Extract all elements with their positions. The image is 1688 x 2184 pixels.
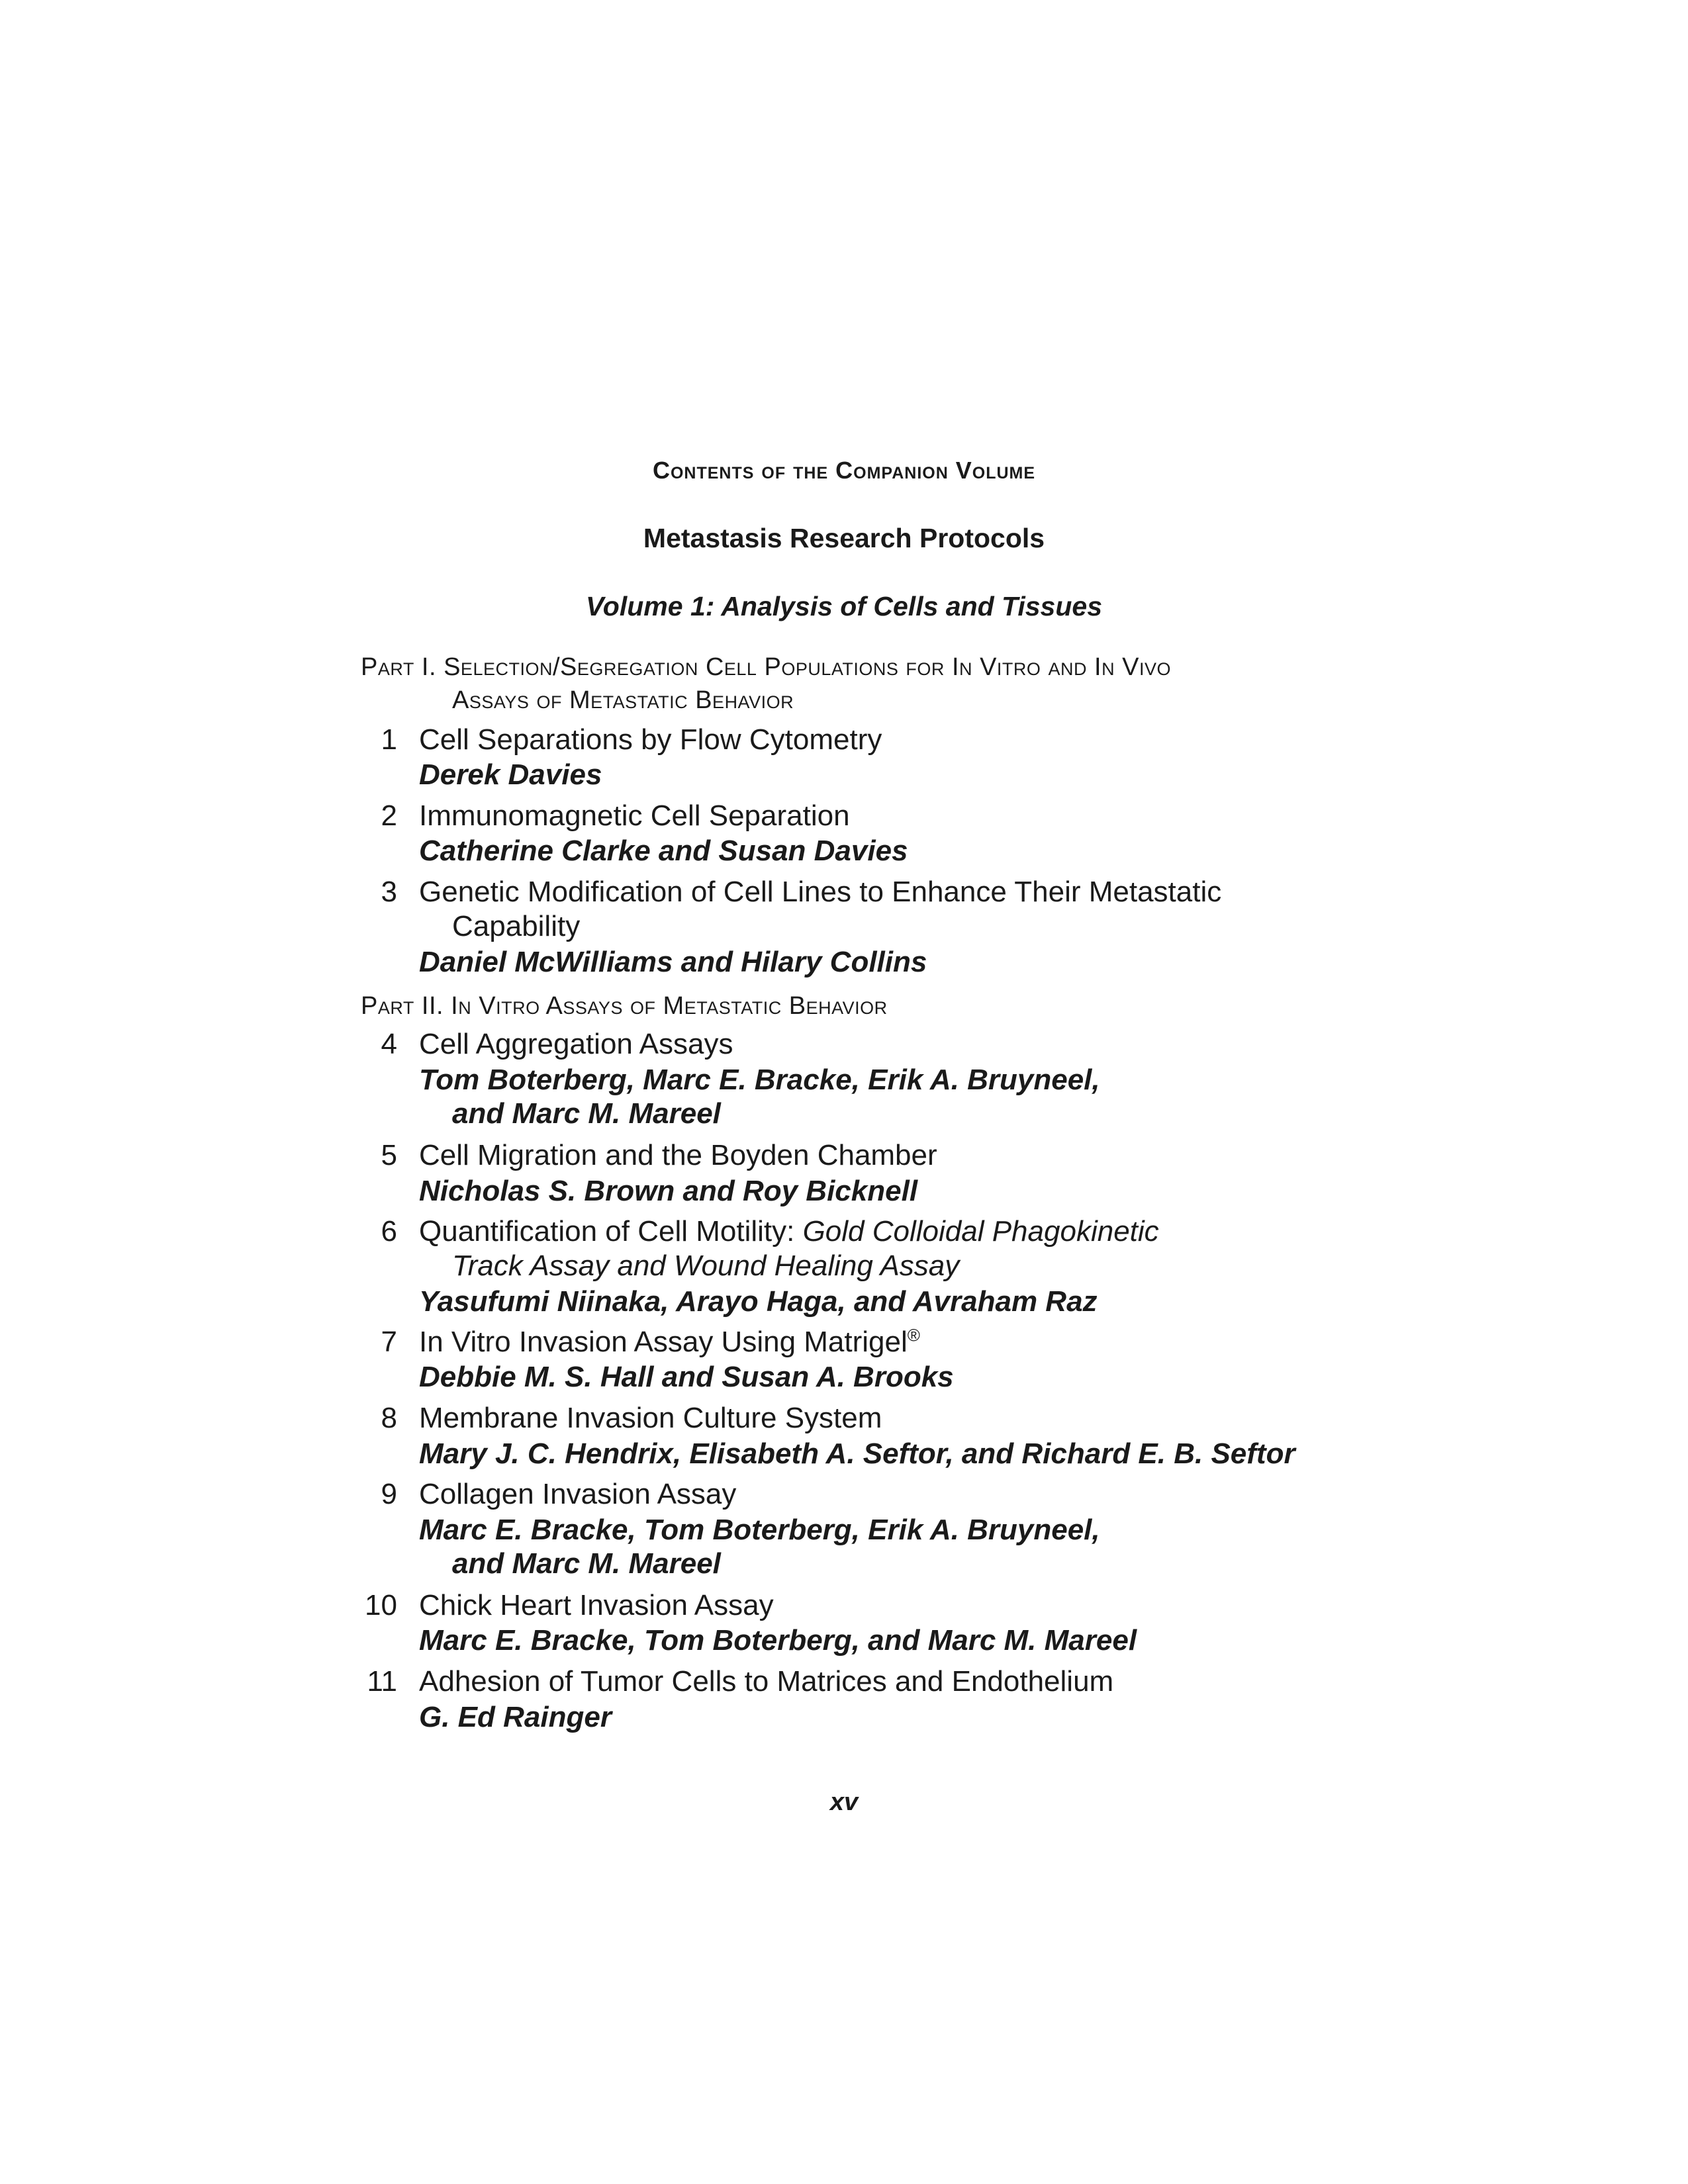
chapter-authors: Mary J. C. Hendrix, Elisabeth A. Seftor, and Richard E. B. Seftor — [419, 1437, 1295, 1470]
book-title: Metastasis Research Protocols — [643, 523, 1045, 553]
chapter-authors: Marc E. Bracke, Tom Boterberg, Erik A. Bruyneel, — [419, 1514, 1100, 1546]
chapter-number: 10 — [365, 1589, 397, 1621]
registered-mark: ® — [907, 1325, 920, 1345]
chapter-authors: G. Ed Rainger — [419, 1701, 612, 1733]
chapter-title: Genetic Modification of Cell Lines to Enhance Their Metastatic — [419, 876, 1222, 908]
chapter-number: 9 — [381, 1478, 397, 1510]
chapter-number: 4 — [381, 1028, 397, 1060]
page-number: xv — [829, 1788, 859, 1816]
chapter-authors: Tom Boterberg, Marc E. Bracke, Erik A. Bruyneel, — [419, 1064, 1100, 1096]
chapter-title — [419, 1325, 920, 1359]
chapter-title: Chick Heart Invasion Assay — [419, 1589, 774, 1621]
chapter-number: 11 — [367, 1665, 397, 1698]
chapter-title — [419, 1214, 1159, 1249]
chapter-authors: Catherine Clarke and Susan Davies — [419, 835, 908, 867]
chapter-authors: Derek Davies — [419, 758, 602, 791]
chapter-number: 5 — [381, 1139, 397, 1171]
chapter-authors: Nicholas S. Brown and Roy Bicknell — [419, 1175, 918, 1207]
chapter-number: 2 — [381, 799, 397, 832]
volume-title: Volume 1: Analysis of Cells and Tissues — [585, 591, 1103, 621]
chapter-authors: Debbie M. S. Hall and Susan A. Brooks — [419, 1361, 954, 1393]
chapter-title: Collagen Invasion Assay — [419, 1478, 737, 1510]
chapter-title-plain: Quantification of Cell Motility: — [419, 1215, 803, 1248]
chapter-title: Immunomagnetic Cell Separation — [419, 799, 850, 832]
part-heading-cont: Assays of Metastatic Behavior — [452, 686, 794, 714]
chapter-number: 8 — [381, 1402, 397, 1434]
chapter-authors: Daniel McWilliams and Hilary Collins — [419, 946, 927, 978]
chapter-number: 3 — [381, 876, 397, 908]
chapter-title: Cell Aggregation Assays — [419, 1028, 733, 1060]
chapter-title-cont: Capability — [452, 910, 581, 942]
chapter-title-cont: Track Assay and Wound Healing Assay — [452, 1250, 960, 1282]
chapter-title: Membrane Invasion Culture System — [419, 1402, 882, 1434]
chapter-title: Cell Migration and the Boyden Chamber — [419, 1139, 937, 1171]
chapter-authors: Yasufumi Niinaka, Arayo Haga, and Avraham Raz — [419, 1285, 1098, 1318]
chapter-title-italic: Gold Colloidal Phagokinetic — [802, 1215, 1159, 1248]
chapter-number: 7 — [381, 1326, 397, 1358]
chapter-number: 6 — [381, 1215, 397, 1248]
contents-heading: Contents of the Companion Volume — [652, 457, 1036, 484]
chapter-title: Adhesion of Tumor Cells to Matrices and Endothelium — [419, 1665, 1114, 1698]
chapter-authors: Marc E. Bracke, Tom Boterberg, and Marc M. Mareel — [419, 1624, 1137, 1657]
chapter-title: Cell Separations by Flow Cytometry — [419, 723, 882, 756]
part-heading: Part II. In Vitro Assays of Metastatic Behavior — [361, 992, 888, 1020]
chapter-number: 1 — [381, 723, 397, 756]
chapter-title-plain: In Vitro Invasion Assay Using Matrigel — [419, 1326, 908, 1358]
part-heading: Part I. Selection/Segregation Cell Populations for In Vitro and In Vivo — [361, 653, 1172, 681]
chapter-authors-cont: and Marc M. Mareel — [452, 1547, 721, 1580]
chapter-authors-cont: and Marc M. Mareel — [452, 1097, 721, 1130]
